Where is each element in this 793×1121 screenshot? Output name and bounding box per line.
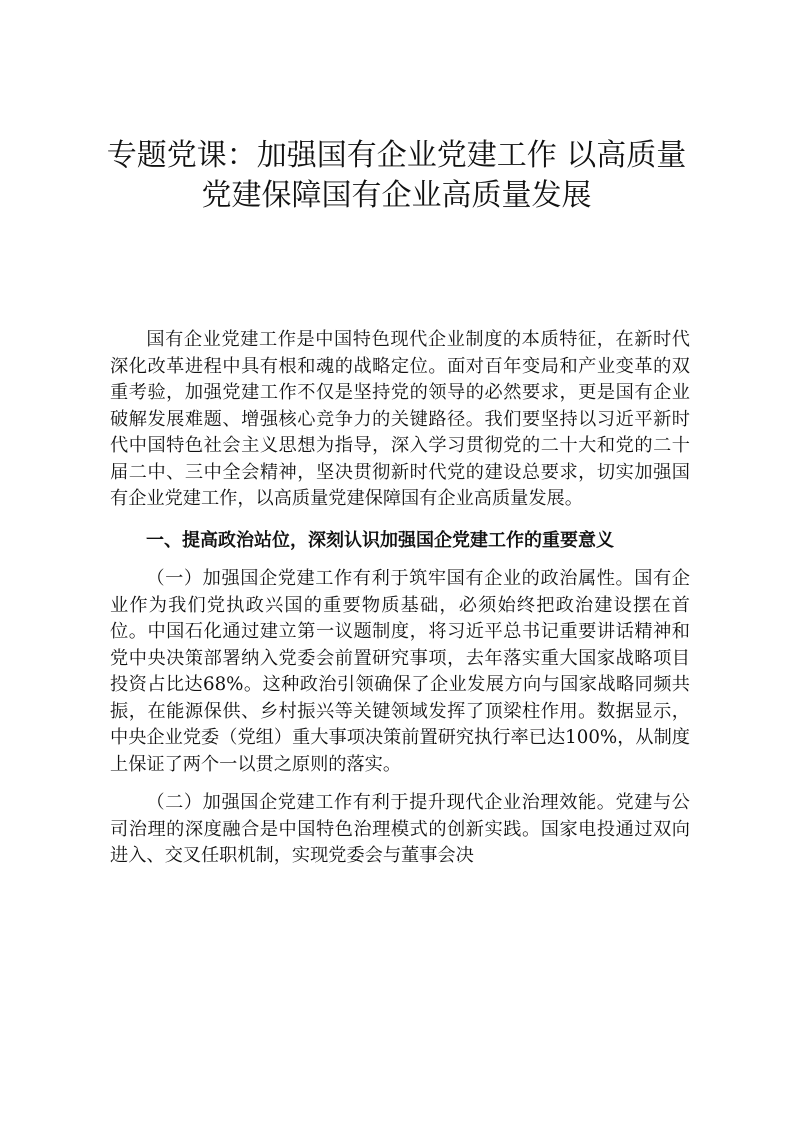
title-line-1: 专题党课：加强国有企业党建工作 以高质量: [106, 138, 687, 173]
intro-paragraph: 国有企业党建工作是中国特色现代企业制度的本质特征，在新时代深化改革进程中具有根和魂的战略定位。面对百年变局和产业变革的双重考验，加强党建工作不仅是坚持党的领导的必然要求，更是国有企业破解发展难题、增强核心竞争力的关键路径。我们要坚持以习近平新时代中国特色社会主义思想为指导，深入学习贯彻党的二十大和党的二十届二中、三中全会精神，坚决贯彻新时代党的建设总要求，切实加强国有企业党建工作，以高质量党建保障国有企业高质量发展。: [110, 329, 690, 509]
title-line-2: 党建保障国有企业高质量发展: [201, 178, 592, 213]
document-body: [110, 327, 690, 870]
section-heading-1: 一、提高政治站位，深刻认识加强国企党建工作的重要意义: [146, 529, 614, 551]
body-paragraph-2: （二）加强国企党建工作有利于提升现代企业治理效能。党建与公司治理的深度融合是中国特色治理模式的创新实践。国家电投通过双向进入、交叉任职机制，实现党委会与董事会决: [110, 792, 690, 866]
document-title: [100, 136, 693, 216]
body-paragraph-1: （一）加强国企党建工作有利于筑牢国有企业的政治属性。国有企业作为我们党执政兴国的重要物质基础，必须始终把政治建设摆在首位。中国石化通过建立第一议题制度，将习近平总书记重要讲话精神和党中央决策部署纳入党委会前置研究事项，去年落实重大国家战略项目投资占比达68%。这种政治引领确保了企业发展方向与国家战略同频共振，在能源保供、乡村振兴等关键领域发挥了顶梁柱作用。数据显示，中央企业党委（党组）重大事项决策前置研究执行率已达100%，从制度上保证了两个一以贯之原则的落实。: [110, 568, 690, 775]
